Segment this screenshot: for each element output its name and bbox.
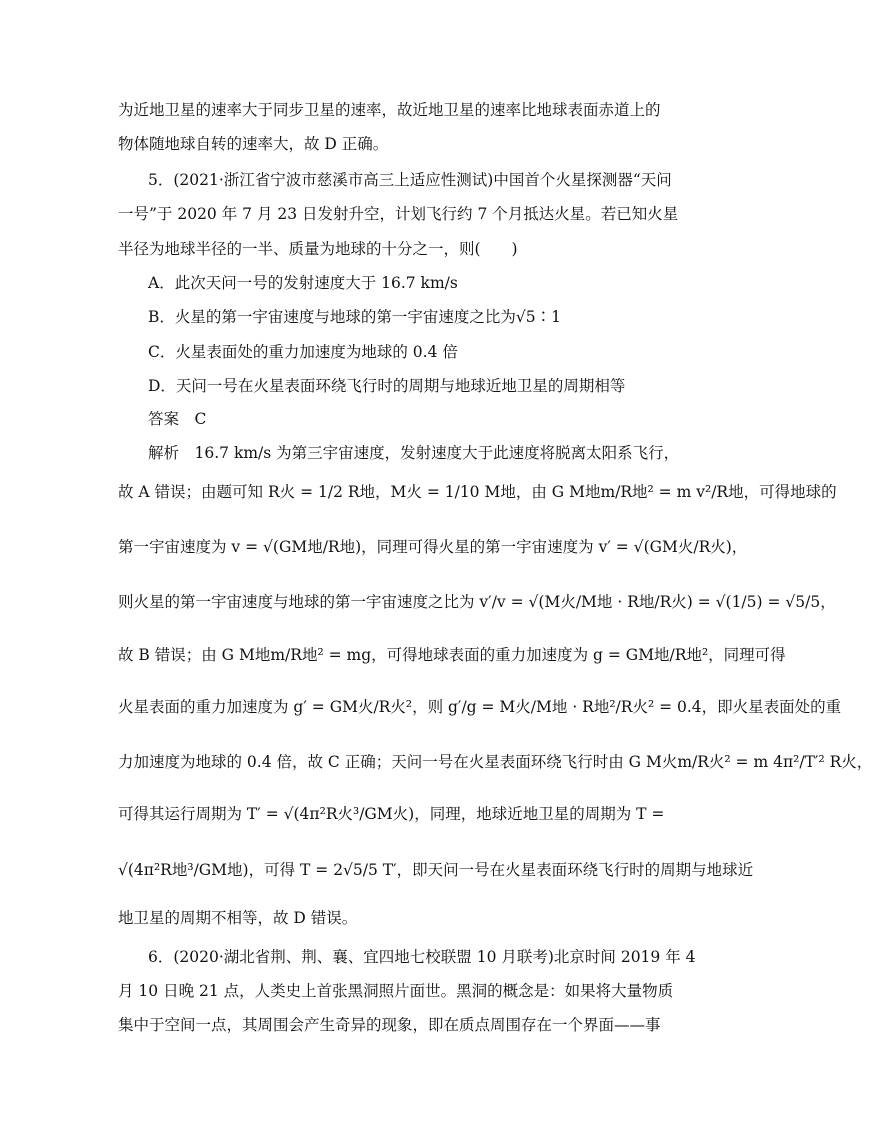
analysis-line: 可得其运行周期为 T′ = √(4π²R火³/GM火)，同理，地球近地卫星的周期为 T = bbox=[118, 805, 665, 823]
text-line: 物体随地球自转的速率大，故 D 正确。 bbox=[118, 135, 389, 153]
question-5-stem: 5．(2021·浙江省宁波市慈溪市高三上适应性测试)中国首个火星探测器“天问 bbox=[148, 171, 672, 189]
analysis-line: 故 A 错误；由题可知 R火 = 1/2 R地，M火 = 1/10 M地，由 G M地m/R地² = m v²/R地，可得地球的 bbox=[118, 483, 837, 501]
analysis-line: 地卫星的周期不相等，故 D 错误。 bbox=[118, 909, 358, 927]
analysis-line: 故 B 错误；由 G M地m/R地² = mg，可得地球表面的重力加速度为 g = GM地/R地²，同理可得 bbox=[118, 646, 786, 664]
analysis-line: √(4π²R地³/GM地)，可得 T = 2√5/5 T′，即天问一号在火星表面环绕飞行时的周期与地球近 bbox=[118, 861, 754, 879]
analysis-line: 火星表面的重力加速度为 g′ = GM火/R火²，则 g′/g = M火/M地 · R地²/R火² = 0.4，即火星表面处的重 bbox=[118, 698, 842, 716]
analysis-line: 则火星的第一宇宙速度与地球的第一宇宙速度之比为 v′/v = √(M火/M地 · R地/R火) = √(1/5) = √5/5， bbox=[118, 593, 836, 611]
text-line: 半径为地球半径的一半、质量为地球的十分之一，则( ) bbox=[118, 240, 518, 258]
text-line: 为近地卫星的速率大于同步卫星的速率，故近地卫星的速率比地球表面赤道上的 bbox=[118, 101, 661, 119]
option-c: C．火星表面处的重力加速度为地球的 0.4 倍 bbox=[148, 343, 458, 361]
analysis-line: 力加速度为地球的 0.4 倍，故 C 正确；天问一号在火星表面环绕飞行时由 G M火m/R火² = m 4π²/T′² R火， bbox=[118, 753, 872, 771]
option-a: A．此次天问一号的发射速度大于 16.7 km/s bbox=[148, 274, 458, 292]
analysis-line: 第一宇宙速度为 v = √(GM地/R地)，同理可得火星的第一宇宙速度为 v′ = √(GM火/R火)， bbox=[118, 538, 748, 556]
text-line: 月 10 日晚 21 点，人类史上首张黑洞照片面世。黑洞的概念是：如果将大量物质 bbox=[118, 982, 674, 1000]
option-b: B．火星的第一宇宙速度与地球的第一宇宙速度之比为√5∶1 bbox=[148, 308, 561, 326]
option-d: D．天问一号在火星表面环绕飞行时的周期与地球近地卫星的周期相等 bbox=[148, 377, 626, 395]
text-line: 一号”于 2020 年 7 月 23 日发射升空，计划飞行约 7 个月抵达火星。若已知火星 bbox=[118, 205, 679, 223]
analysis-line: 解析 16.7 km/s 为第三宇宙速度，发射速度大于此速度将脱离太阳系飞行， bbox=[148, 444, 680, 462]
question-6-stem: 6．(2020·湖北省荆、荆、襄、宜四地七校联盟 10 月联考)北京时间 2019 年 4 bbox=[148, 948, 696, 966]
answer-line: 答案 C bbox=[148, 410, 207, 428]
text-line: 集中于空间一点，其周围会产生奇异的现象，即在质点周围存在一个界面——事 bbox=[118, 1016, 661, 1034]
